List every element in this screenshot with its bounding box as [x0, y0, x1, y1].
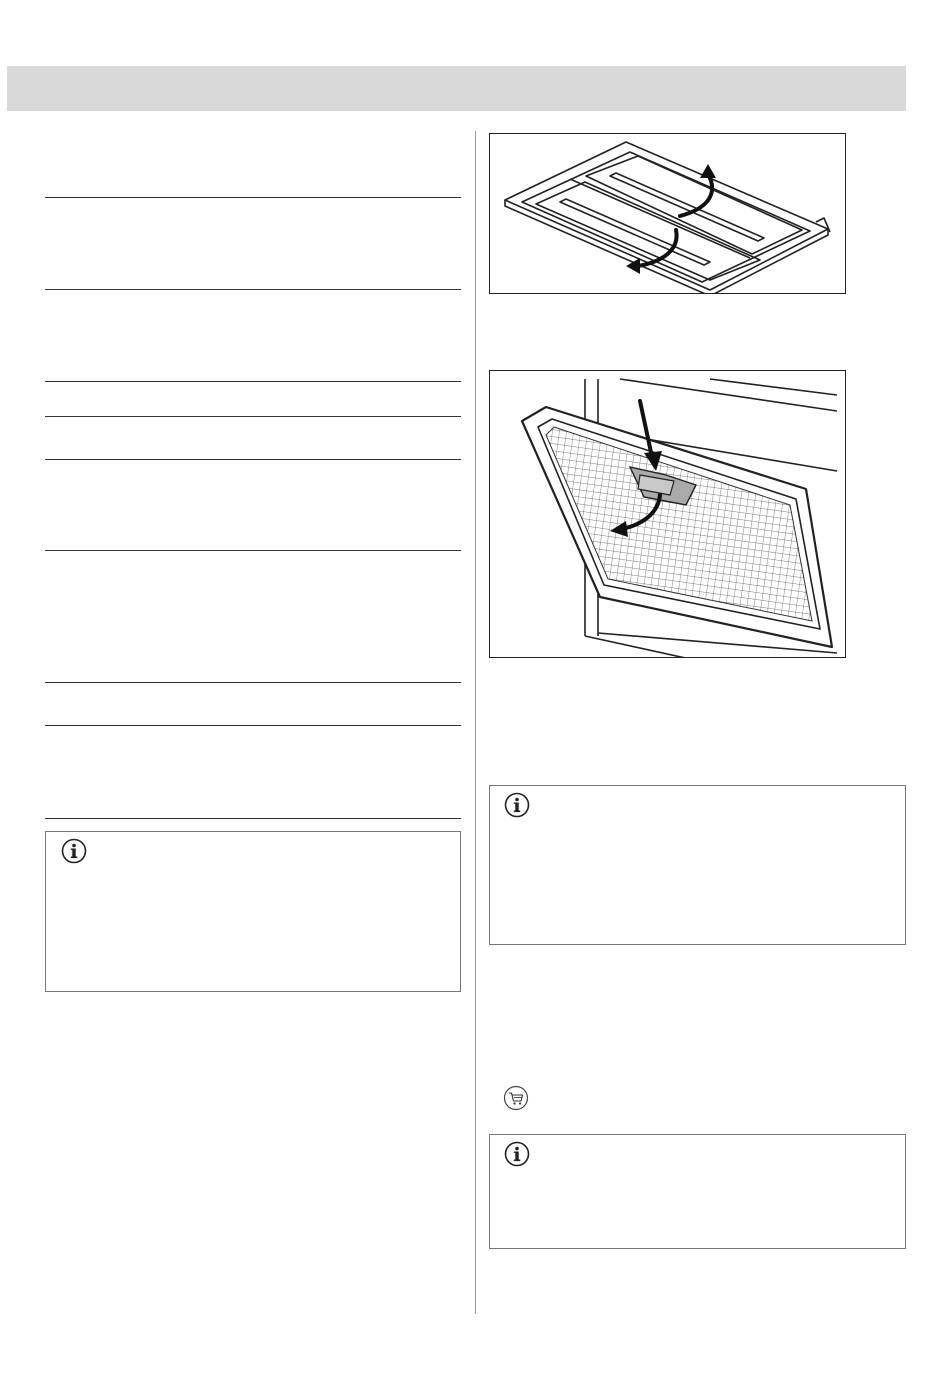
info-note-box [489, 1134, 906, 1249]
table-row-divider [45, 459, 461, 460]
table-row-divider [45, 197, 461, 198]
shopping-cart-icon [503, 1085, 529, 1111]
table-row-divider [45, 818, 461, 819]
table-row-divider [45, 416, 461, 417]
column-divider [475, 131, 476, 1314]
filter-tray-drawing [490, 134, 846, 294]
section-header-bar [7, 66, 906, 111]
grease-filter-tray-illustration [489, 133, 846, 294]
filter-removal-illustration [489, 370, 846, 658]
table-row-divider [45, 550, 461, 551]
info-note-box [45, 831, 461, 992]
info-circle-icon [504, 792, 530, 818]
table-row-divider [45, 381, 461, 382]
filter-removal-drawing [490, 371, 846, 658]
table-row-divider [45, 682, 461, 683]
table-row-divider [45, 289, 461, 290]
info-note-box [489, 785, 906, 945]
table-row-divider [45, 725, 461, 726]
info-circle-icon [504, 1141, 530, 1167]
info-circle-icon [61, 838, 87, 864]
